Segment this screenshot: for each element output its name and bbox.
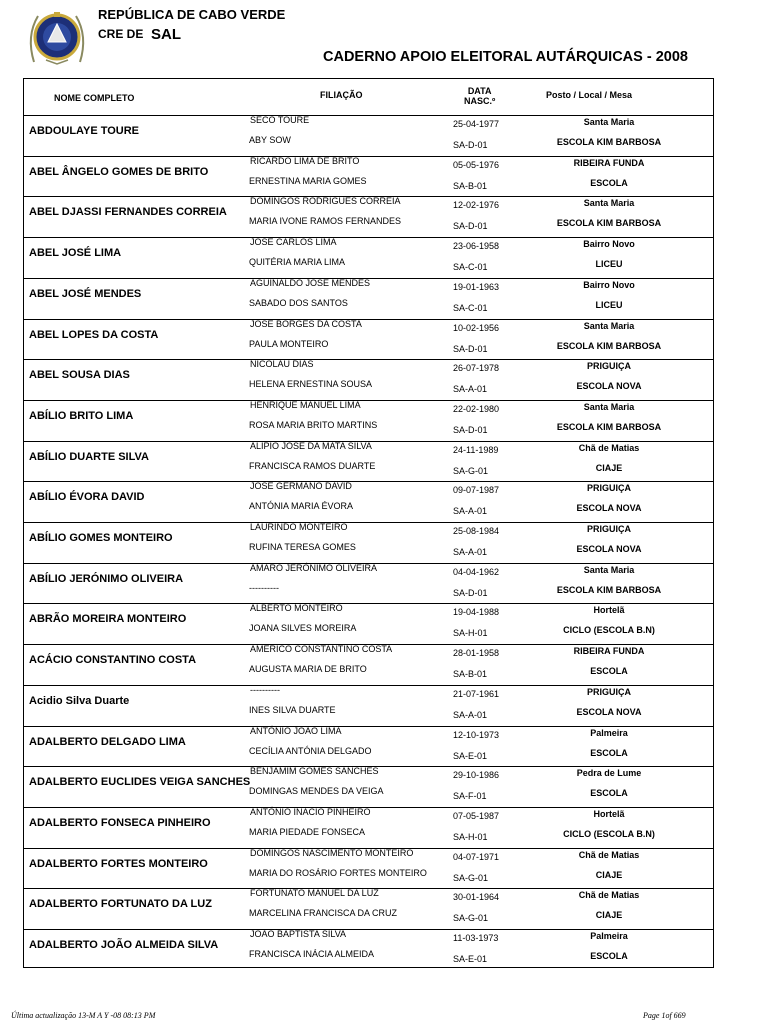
mother-name: ERNESTINA MARIA GOMES [249,175,367,186]
birth-date: 26-07-1978 [453,363,500,374]
table-row [24,319,713,360]
birth-date: 09-07-1987 [453,485,500,496]
posto-name: Santa Maria [583,401,635,412]
mesa-code: SA-D-01 [453,424,488,435]
local-name: CICLO (ESCOLA B.N) [563,625,655,636]
person-name: ABEL SOUSA DIAS [29,369,130,382]
table-row [24,115,713,156]
person-name: ADALBERTO DELGADO LIMA [29,735,186,748]
mesa-code: SA-C-01 [453,302,488,313]
father-name: JOSÉ GERMANO DAVID [250,481,352,492]
birth-date: 19-01-1963 [453,281,500,292]
birth-date: 28-01-1958 [453,648,500,659]
mother-name: MARIA PIEDADE FONSECA [249,826,366,837]
posto-name: Hortelã [593,605,625,616]
posto-name: Bairro Novo [583,279,635,290]
local-name: ESCOLA [590,747,628,758]
father-name: ---------- [250,684,280,695]
birth-date: 12-10-1973 [453,729,500,740]
birth-date: 11-03-1973 [453,933,499,943]
father-name: AMARO JERÓNIMO OLIVEIRA [250,562,378,573]
table-row [24,563,713,604]
father-name: AGUINALDO JOSÉ MENDES [250,277,371,288]
mesa-code: SA-F-01 [453,791,487,802]
mother-name: AUGUSTA MARIA DE BRITO [249,664,367,675]
local-name: ESCOLA KIM BARBOSA [556,218,662,229]
posto-name: RIBEIRA FUNDA [573,646,645,657]
person-name: ABÍLIO BRITO LIMA [29,409,134,422]
table-row [24,237,713,278]
last-update-note: Última actualização 13-M A Y -08 08:13 PM [11,1011,156,1020]
father-name: FORTUNATO MANUEL DA LUZ [250,888,379,899]
mesa-code: SA-E-01 [453,750,488,761]
table-row [24,156,713,197]
mother-name: MARIA DO ROSÁRIO FORTES MONTEIRO [249,867,427,878]
mother-name: ---------- [249,582,279,593]
table-row [24,726,713,767]
person-name: ABEL JOSÉ LIMA [29,247,122,260]
mother-name: MARCELINA FRANCISCA DA CRUZ [249,908,398,919]
posto-name: Santa Maria [583,564,635,575]
posto-name: Santa Maria [583,198,635,209]
birth-date: 12-02-1976 [453,200,500,211]
person-name: Acidio Silva Duarte [29,694,130,707]
birth-date: 04-04-1962 [453,566,500,577]
mother-name: INES SILVA DUARTE [249,704,336,715]
person-name: ABEL ÂNGELO GOMES DE BRITO [29,165,209,178]
father-name: BENJAMIM GOMES SANCHES [250,766,379,777]
mesa-code: SA-A-01 [453,547,488,557]
mother-name: ROSA MARIA BRITO MARTINS [249,419,378,430]
local-name: ESCOLA KIM BARBOSA [556,421,662,432]
person-name: ADALBERTO FORTUNATO DA LUZ [29,898,212,911]
mother-name: DOMINGAS MENDES DA VEIGA [249,786,384,797]
person-name: ABEL LOPES DA COSTA [29,328,159,341]
mother-name: HELENA ERNESTINA SOUSA [249,379,373,390]
local-name: CIAJE [595,462,623,473]
mother-name: FRANCISCA INÁCIA ALMEIDA [249,949,375,959]
table-row [24,481,713,522]
person-name: ABÍLIO JERÓNIMO OLIVEIRA [29,572,184,585]
local-name: ESCOLA KIM BARBOSA [556,340,662,351]
local-name: ESCOLA [590,177,628,188]
mother-name: MARIA IVONE RAMOS FERNANDES [249,216,402,227]
person-name: ACÁCIO CONSTANTINO COSTA [29,654,197,667]
cre-value: SAL [151,26,181,43]
table-row [24,848,713,889]
local-name: ESCOLA [590,951,628,961]
mesa-code: SA-G-01 [453,913,489,924]
father-name: HENRIQUE MANUEL LIMA [250,399,361,410]
column-header-filiacao: FILIAÇÃO [320,90,363,100]
column-header-posto: Posto / Local / Mesa [546,90,633,100]
mesa-code: SA-G-01 [453,872,489,883]
father-name: JOÃO BAPTISTA SILVA [250,929,347,939]
father-name: DOMINGOS RODRIGUES CORREIA [250,196,401,207]
posto-name: PRIGUIÇA [586,361,631,372]
father-name: ANTÓNIO INÁCIO PINHEIRO [250,806,371,817]
mother-name: FRANCISCA RAMOS DUARTE [249,460,376,471]
mesa-code: SA-E-01 [453,954,488,964]
mother-name: SABADO DOS SANTOS [249,297,348,308]
mother-name: ANTÓNIA MARIA ÉVORA [249,501,354,512]
table-row [24,888,713,929]
posto-name: Palmeira [590,727,628,738]
mesa-code: SA-A-01 [453,709,488,720]
local-name: CIAJE [595,869,623,880]
table-row [24,766,713,807]
document-title: CADERNO APOIO ELEITORAL AUTÁRQUICAS - 2008 [323,49,688,65]
father-name: ALBERTO MONTEIRO [250,603,343,614]
birth-date: 25-08-1984 [453,526,500,536]
person-name: ABRÃO MOREIRA MONTEIRO [29,613,187,626]
person-name: ADALBERTO FORTES MONTEIRO [29,857,208,870]
posto-name: PRIGUIÇA [586,686,631,697]
posto-name: Chã de Matias [578,442,640,453]
table-row [24,196,713,237]
person-name: ABDOULAYE TOURE [29,125,140,137]
person-name: ABEL DJASSI FERNANDES CORREIA [29,206,227,219]
table-row [24,441,713,482]
table-row [24,929,713,970]
column-header-date [464,86,495,106]
table-row [24,359,713,400]
posto-name: Palmeira [590,931,628,941]
table-row [24,807,713,848]
mesa-code: SA-D-01 [453,140,488,150]
father-name: ANTÓNIO JOÃO LIMA [250,725,342,736]
mother-name: RUFINA TERESA GOMES [249,542,356,552]
birth-date: 04-07-1971 [453,851,500,862]
mesa-code: SA-G-01 [453,465,489,476]
column-header-name: NOME COMPLETO [54,93,135,103]
father-name: SECO TOURE [250,115,310,125]
posto-name: Santa Maria [583,320,635,331]
local-name: ESCOLA KIM BARBOSA [556,584,662,595]
mesa-code: SA-B-01 [453,669,488,680]
page-number: Page 1of 669 [643,1011,686,1020]
father-name: LAURINDO MONTEIRO [250,522,348,532]
local-name: CIAJE [595,910,623,921]
father-name: JOSÉ BORGES DA COSTA [250,318,362,329]
person-name: ADALBERTO EUCLIDES VEIGA SANCHES [29,776,251,789]
mesa-code: SA-H-01 [453,831,488,842]
birth-date: 25-04-1977 [453,119,500,129]
birth-date: 07-05-1987 [453,810,500,821]
local-name: ESCOLA NOVA [576,381,642,392]
local-name: ESCOLA NOVA [576,706,642,717]
mesa-code: SA-A-01 [453,384,488,395]
posto-name: RIBEIRA FUNDA [573,157,645,168]
person-name: ABÍLIO GOMES MONTEIRO [29,532,173,544]
birth-date: 05-05-1976 [453,159,500,170]
table-row [24,603,713,644]
local-name: CICLO (ESCOLA B.N) [563,828,655,839]
mesa-code: SA-H-01 [453,628,488,639]
posto-name: Bairro Novo [583,239,635,250]
mesa-code: SA-C-01 [453,262,488,273]
birth-date: 22-02-1980 [453,403,500,414]
local-name: ESCOLA [590,666,628,677]
mesa-code: SA-D-01 [453,221,488,232]
birth-date: 19-04-1988 [453,607,500,618]
father-name: JOSÉ CARLOS LIMA [250,237,337,248]
local-name: ESCOLA KIM BARBOSA [556,137,662,147]
father-name: ALÍPIO JOSÉ DA MATA SILVA [250,440,372,451]
father-name: AMÉRICO CONSTANTINO COSTA [250,644,393,655]
posto-name: PRIGUIÇA [586,524,631,534]
local-name: LICEU [595,299,623,310]
electoral-table [23,78,714,968]
person-name: ADALBERTO JOÃO ALMEIDA SILVA [29,939,219,951]
coat-of-arms-emblem [24,6,90,68]
birth-date: 29-10-1986 [453,770,500,781]
local-name: ESCOLA NOVA [576,503,642,514]
posto-name: Chã de Matias [578,849,640,860]
posto-name: PRIGUIÇA [586,483,631,494]
person-name: ABÍLIO DUARTE SILVA [29,450,149,463]
birth-date: 24-11-1989 [453,444,499,455]
mesa-code: SA-B-01 [453,180,488,191]
person-name: ABEL JOSÉ MENDES [29,287,142,300]
table-row [24,278,713,319]
posto-name: Santa Maria [583,117,635,127]
father-name: RICARDO LIMA DE BRITO [250,155,360,166]
person-name: ADALBERTO FONSECA PINHEIRO [29,816,211,829]
posto-name: Hortelã [593,808,625,819]
column-header-date-line1: DATA [467,86,492,96]
mesa-code: SA-D-01 [453,343,488,354]
mother-name: JOANA SILVES MOREIRA [249,623,357,634]
column-header-date-line2: NASC.º [464,96,496,106]
father-name: NICOLAU DIAS [250,359,314,370]
mother-name: ABY SOW [249,135,291,145]
table-row [24,685,713,726]
table-row [24,400,713,441]
mesa-code: SA-A-01 [453,506,488,517]
mesa-code: SA-D-01 [453,587,488,598]
republic-heading: REPÚBLICA DE CABO VERDE [98,7,286,22]
posto-name: Chã de Matias [578,890,640,901]
mother-name: PAULA MONTEIRO [249,338,329,349]
cre-label: CRE DE [98,27,144,41]
birth-date: 30-01-1964 [453,892,500,903]
posto-name: Pedra de Lume [576,768,642,779]
birth-date: 10-02-1956 [453,322,500,333]
person-name: ABÍLIO ÉVORA DAVID [29,491,145,504]
mother-name: QUITÉRIA MARIA LIMA [249,257,346,268]
mother-name: CECÍLIA ANTÓNIA DELGADO [249,745,372,756]
birth-date: 21-07-1961 [453,688,500,699]
birth-date: 23-06-1958 [453,241,500,252]
local-name: ESCOLA NOVA [576,544,642,554]
local-name: LICEU [595,259,623,270]
table-row [24,522,713,563]
father-name: DOMINGOS NASCIMENTO MONTEIRO [250,847,414,858]
table-row [24,644,713,685]
local-name: ESCOLA [590,788,628,799]
